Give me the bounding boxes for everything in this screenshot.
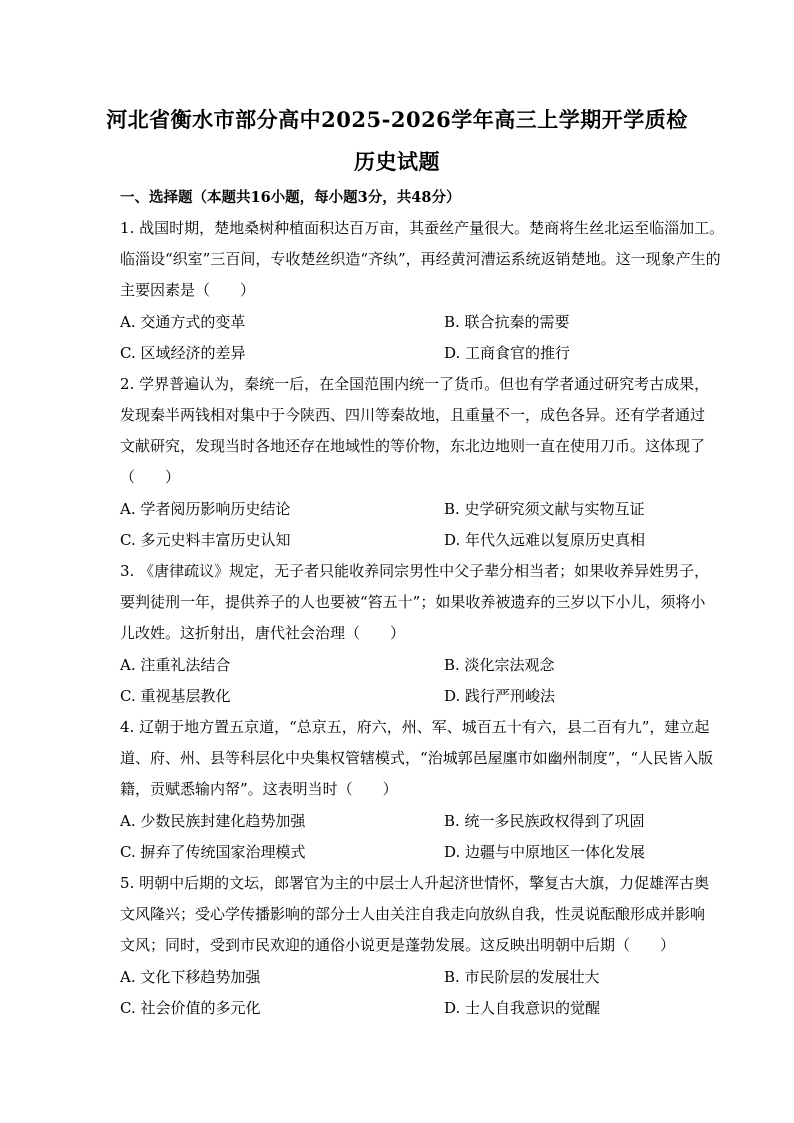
question-3-line-2: 要判徒刑一年，提供养子的人也要被“笞五十”；如果收养被遗弃的三岁以下小儿，须将小 bbox=[120, 593, 706, 611]
question-2-option-b: B. 史学研究须文献与实物互证 bbox=[444, 500, 645, 518]
question-1-option-c: C. 区域经济的差异 bbox=[120, 344, 246, 362]
question-3-line-1: 3. 《唐律疏议》规定，无子者只能收养同宗男性中父子辈分相当者；如果收养异姓男子， bbox=[120, 562, 710, 580]
question-4-option-b: B. 统一多民族政权得到了巩固 bbox=[444, 812, 645, 830]
question-2-option-d: D. 年代久远难以复原历史真相 bbox=[444, 531, 646, 549]
question-1-line-1: 1. 战国时期，楚地桑树种植面积达百万亩，其蚕丝产量很大。楚商将生丝北运至临淄加工。 bbox=[120, 219, 725, 237]
question-3-option-a: A. 注重礼法结合 bbox=[120, 656, 231, 674]
question-2-line-1: 2. 学界普遍认为，秦统一后，在全国范围内统一了货币。但也有学者通过研究考古成果， bbox=[120, 375, 710, 393]
question-3-line-3: 儿改姓。这折射出，唐代社会治理（ ） bbox=[120, 624, 406, 642]
question-2-line-4: （ ） bbox=[120, 468, 181, 486]
question-2-option-a: A. 学者阅历影响历史结论 bbox=[120, 500, 291, 518]
exam-subject-title: 历史试题 bbox=[354, 149, 440, 174]
question-1-line-3: 主要因素是（ ） bbox=[120, 281, 256, 299]
question-2-line-2: 发现秦半两钱相对集中于今陕西、四川等秦故地，且重量不一，成色各异。还有学者通过 bbox=[120, 406, 706, 424]
question-4-line-2: 道、府、州、县等科层化中央集权管辖模式，“治城郭邑屋廛市如幽州制度”，“人民皆入版 bbox=[120, 749, 714, 767]
question-4-line-1: 4. 辽朝于地方置五京道，“总京五，府六，州、军、城百五十有六，县二百有九”，建立起 bbox=[120, 718, 710, 736]
question-5-option-a: A. 文化下移趋势加强 bbox=[120, 968, 261, 986]
question-5-option-b: B. 市民阶层的发展壮大 bbox=[444, 968, 600, 986]
question-4-option-a: A. 少数民族封建化趋势加强 bbox=[120, 812, 306, 830]
question-2-line-3: 文献研究，发现当时各地还存在地域性的等价物，东北边地则一直在使用刀币。这体现了 bbox=[120, 437, 706, 455]
question-5-line-2: 文风隆兴；受心学传播影响的部分士人由关注自我走向放纵自我，性灵说酝酿形成并影响 bbox=[120, 905, 706, 923]
question-1-option-b: B. 联合抗秦的需要 bbox=[444, 313, 570, 331]
question-4-option-c: C. 摒弃了传统国家治理模式 bbox=[120, 843, 306, 861]
question-5-option-c: C. 社会价值的多元化 bbox=[120, 999, 261, 1017]
question-4-option-d: D. 边疆与中原地区一体化发展 bbox=[444, 843, 646, 861]
question-1-option-a: A. 交通方式的变革 bbox=[120, 313, 246, 331]
question-1-line-2: 临淄设“织室”三百间，专收楚丝织造“齐纨”，再经黄河漕运系统返销楚地。这一现象产生的 bbox=[120, 250, 721, 268]
question-2-option-c: C. 多元史料丰富历史认知 bbox=[120, 531, 291, 549]
exam-title: 河北省衡水市部分高中2025-2026学年高三上学期开学质检 bbox=[106, 107, 688, 132]
question-1-option-d: D. 工商食官的推行 bbox=[444, 344, 571, 362]
question-4-line-3: 籍，贡赋悉输内帑”。这表明当时（ ） bbox=[120, 780, 398, 798]
question-3-option-d: D. 践行严刑峻法 bbox=[444, 687, 556, 705]
question-5-option-d: D. 士人自我意识的觉醒 bbox=[444, 999, 601, 1017]
section-heading: 一、选择题（本题共16小题，每小题3分，共48分） bbox=[120, 189, 461, 206]
question-3-option-b: B. 淡化宗法观念 bbox=[444, 656, 555, 674]
question-3-option-c: C. 重视基层教化 bbox=[120, 687, 231, 705]
question-5-line-1: 5. 明朝中后期的文坛，郎署官为主的中层士人升起济世情怀，擎复古大旗，力促雄浑古奥 bbox=[120, 874, 710, 892]
question-5-line-3: 文风；同时，受到市民欢迎的通俗小说更是蓬勃发展。这反映出明朝中后期（ ） bbox=[120, 936, 676, 954]
